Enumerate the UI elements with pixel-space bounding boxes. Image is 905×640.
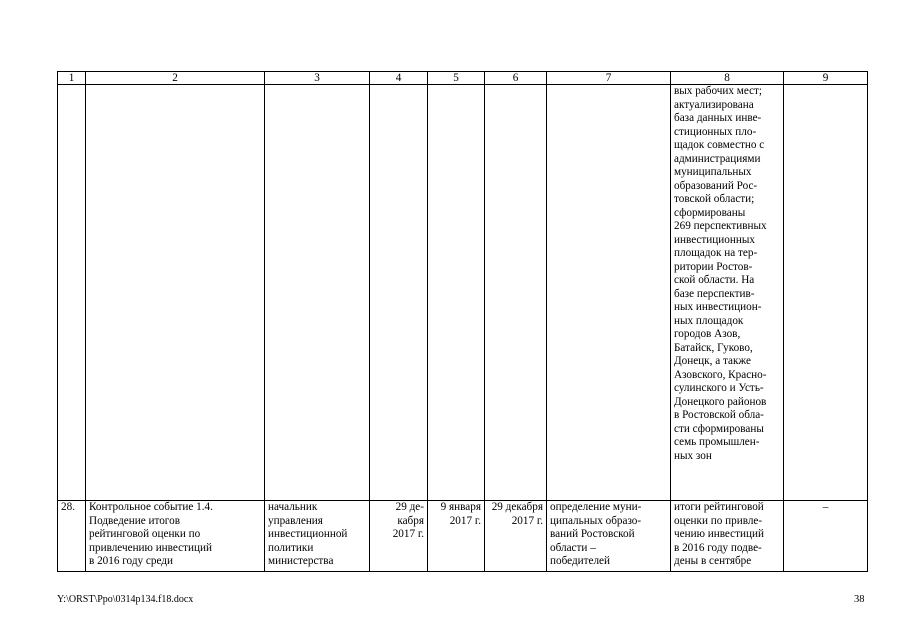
column-number: 1 xyxy=(58,72,86,85)
cell-date-end: 29 декабря 2017 г. xyxy=(485,501,547,572)
column-number: 5 xyxy=(428,72,485,85)
table-row-continuation xyxy=(58,85,868,501)
cell-empty xyxy=(86,85,265,501)
cell-empty xyxy=(58,85,86,501)
column-number: 8 xyxy=(671,72,784,85)
column-number: 3 xyxy=(265,72,370,85)
cell-date-plan: 29 де- кабря 2017 г. xyxy=(370,501,428,572)
cell-empty xyxy=(370,85,428,501)
page-number: 38 xyxy=(854,594,865,605)
cell-empty xyxy=(784,85,868,501)
cell-empty xyxy=(428,85,485,501)
footer-file-path: Y:\ORST\Ppo\0314p134.f18.docx xyxy=(57,594,194,605)
report-table xyxy=(57,71,868,572)
cell-status-continued: вых рабочих мест; актуализирована база данных инве- стиционных пло- щадок совместно с администрациями муниципальных образований Рос- товской области; сформированы 269 перспективных инвестиционных площадок на тер- ритории Ростов- ской области. На базе перспектив- ных инвестицион- ных площадок городов Азов, Батайск, Гуково, Донецк, а также Азовского, Красно- сулинского и Усть- Донецкого районов в Ростовской обла- сти сформированы семь промышлен- ных зон xyxy=(671,85,784,501)
column-number-row xyxy=(58,72,868,85)
cell-result: определение муни- ципальных образо- ваний Ростовской области – победителей xyxy=(547,501,671,572)
cell-empty xyxy=(485,85,547,501)
cell-status: итоги рейтинговой оценки по привле- чению инвестиций в 2016 году подве- дены в сентябре xyxy=(671,501,784,572)
table-row-28 xyxy=(58,501,868,572)
cell-date-start: 9 января 2017 г. xyxy=(428,501,485,572)
cell-event: Контрольное событие 1.4. Подведение итогов рейтинговой оценки по привлечению инвестиций в 2016 году среди xyxy=(86,501,265,572)
cell-empty xyxy=(547,85,671,501)
cell-note: – xyxy=(784,501,868,572)
column-number: 4 xyxy=(370,72,428,85)
cell-responsible: начальник управления инвестиционной политики министерства xyxy=(265,501,370,572)
column-number: 6 xyxy=(485,72,547,85)
cell-row-number: 28. xyxy=(58,501,86,572)
column-number: 9 xyxy=(784,72,868,85)
column-number: 2 xyxy=(86,72,265,85)
column-number: 7 xyxy=(547,72,671,85)
cell-empty xyxy=(265,85,370,501)
